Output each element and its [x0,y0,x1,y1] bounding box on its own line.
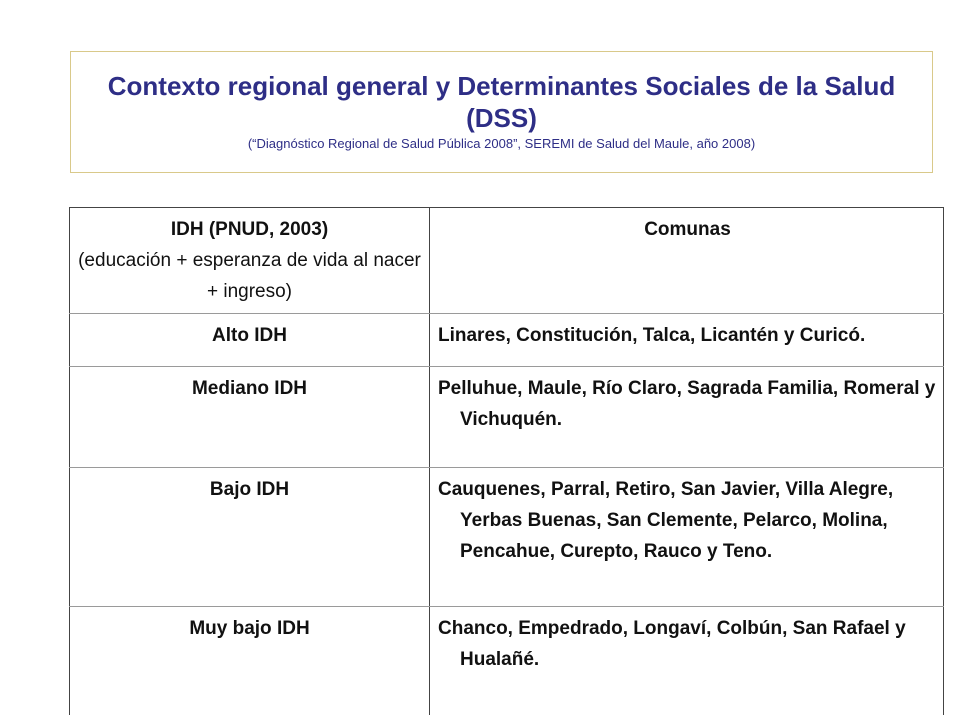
idh-level-cell: Mediano IDH [70,367,430,468]
title-box [70,51,933,173]
idh-level-cell: Bajo IDH [70,468,430,607]
table-row [70,314,944,367]
header-cell-comunas: Comunas [430,208,944,314]
table-row [70,607,944,716]
idh-level-cell: Alto IDH [70,314,430,367]
comunas-cell: Linares, Constitución, Talca, Licantén y Curicó. [430,314,944,367]
page-subtitle: (“Diagnóstico Regional de Salud Pública 2008”, SEREMI de Salud del Maule, año 2008) [247,136,756,151]
comunas-cell: Cauquenes, Parral, Retiro, San Javier, Villa Alegre, Yerbas Buenas, San Clemente, Pelarco, Molina, Pencahue, Curepto, Rauco y Teno. [430,468,944,607]
comunas-cell: Chanco, Empedrado, Longaví, Colbún, San Rafael y Hualañé. [430,607,944,716]
comunas-cell: Pelluhue, Maule, Río Claro, Sagrada Familia, Romeral y Vichuquén. [430,367,944,468]
idh-table [69,207,944,715]
table-row [70,468,944,607]
idh-level-cell: Muy bajo IDH [70,607,430,716]
header-idh-description: (educación + esperanza de vida al nacer + ingreso) [78,250,421,302]
table-header-row [70,208,944,314]
table-row [70,367,944,468]
header-idh-title: IDH (PNUD, 2003) [170,219,329,240]
header-cell-idh [70,208,430,314]
page-title: Contexto regional general y Determinantes Sociales de la Salud (DSS) [107,71,896,133]
